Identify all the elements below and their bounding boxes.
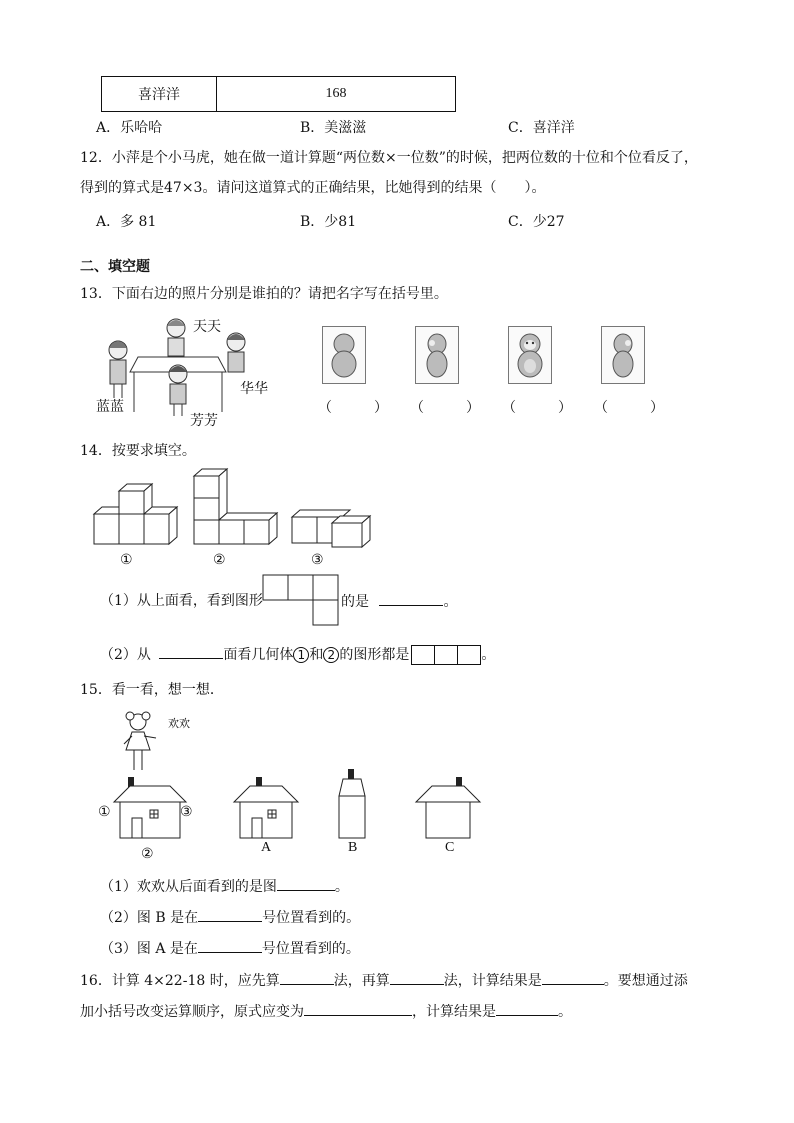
q16-text-7: 。 bbox=[558, 1004, 572, 1020]
q15-sub3-text: （3）图 A 是在 bbox=[100, 941, 198, 957]
q13-answer-blank-1[interactable]: （ ） bbox=[318, 400, 388, 416]
house-view-c bbox=[414, 774, 484, 840]
front-view-square-3 bbox=[457, 645, 481, 665]
q12-option-b[interactable]: B．少81 bbox=[300, 214, 357, 230]
q13-answer-blank-2[interactable]: （ ） bbox=[410, 400, 480, 416]
q16-text-1: 16．计算 4×22-18 时，应先算 bbox=[80, 973, 280, 989]
position-2: ② bbox=[141, 846, 154, 862]
house-view-b bbox=[334, 766, 374, 840]
circled-number-2: 2 bbox=[323, 647, 339, 663]
q16-text-4: 。要想通过添 bbox=[603, 973, 688, 989]
figure-label-1: ① bbox=[120, 552, 133, 568]
q11-option-b[interactable]: B．美滋滋 bbox=[300, 120, 367, 136]
q15-sub1 bbox=[100, 876, 349, 897]
name-fangfang: 芳芳 bbox=[190, 413, 218, 429]
q14-sub2-end: 。 bbox=[481, 647, 496, 663]
photo-front-view bbox=[508, 326, 552, 384]
position-3: ③ bbox=[180, 804, 193, 820]
girl-name-label: 欢欢 bbox=[168, 717, 190, 730]
figure-label-2: ② bbox=[213, 552, 226, 568]
house-view-a bbox=[232, 774, 302, 840]
q15-sub3 bbox=[100, 938, 360, 959]
table-cell-name: 喜洋洋 bbox=[102, 77, 217, 112]
q12-option-c[interactable]: C．少27 bbox=[508, 214, 565, 230]
q16-text-5: 加小括号改变运算顺序，原式应变为 bbox=[80, 1004, 304, 1020]
q14-sub1-answer-blank[interactable] bbox=[379, 591, 443, 606]
q14-sub1-rest bbox=[341, 591, 457, 612]
cube-figures bbox=[92, 462, 382, 548]
q12-line1: 12．小萍是个小马虎，她在做一道计算题“两位数×一位数”的时候，把两位数的十位和个位看反了， bbox=[80, 150, 698, 166]
house-label-a: A bbox=[261, 840, 272, 855]
top-view-shape bbox=[262, 574, 342, 626]
name-lanlan: 蓝蓝 bbox=[96, 399, 124, 415]
house-label-c: C bbox=[445, 840, 455, 855]
figure-label-3: ③ bbox=[311, 552, 324, 568]
q14-sub1 bbox=[100, 591, 263, 611]
q15-sub2-answer-blank[interactable] bbox=[198, 907, 262, 922]
house-main bbox=[110, 774, 190, 840]
q14-sub2-text-a: （2）从 bbox=[100, 647, 151, 663]
q15-sub3-end: 号位置看到的。 bbox=[261, 941, 360, 957]
q16-blank-4[interactable] bbox=[304, 1001, 412, 1016]
q15-sub2-text: （2）图 B 是在 bbox=[100, 910, 199, 926]
q14-sub2-text-b: 面看几何体 bbox=[223, 647, 294, 663]
q15-sub3-answer-blank[interactable] bbox=[198, 938, 262, 953]
q14-sub2 bbox=[100, 644, 495, 665]
table-cell-value: 168 bbox=[217, 77, 456, 112]
name-tiantian: 天天 bbox=[193, 319, 221, 335]
q15-sub1-answer-blank[interactable] bbox=[277, 876, 335, 891]
circled-number-1: 1 bbox=[293, 647, 309, 663]
q16-text-2: 法，再算 bbox=[333, 973, 390, 989]
q14-sub1-text-b: 的是 bbox=[341, 594, 369, 610]
photo-side-view-left bbox=[415, 326, 459, 384]
q15-sub1-end: 。 bbox=[334, 879, 349, 895]
q16-blank-5[interactable] bbox=[496, 1001, 558, 1016]
q15-sub2-end: 号位置看到的。 bbox=[262, 910, 361, 926]
front-view-square-2 bbox=[434, 645, 458, 665]
q13-answer-blank-4[interactable]: （ ） bbox=[594, 400, 664, 416]
q11-option-a[interactable]: A．乐哈哈 bbox=[96, 120, 163, 136]
q16-blank-2[interactable] bbox=[390, 970, 444, 985]
house-label-b: B bbox=[348, 840, 358, 855]
q14-sub2-and: 和 bbox=[309, 647, 324, 663]
q16-blank-3[interactable] bbox=[542, 970, 604, 985]
q15-text: 15．看一看，想一想． bbox=[80, 682, 224, 698]
q15-sub2 bbox=[100, 907, 360, 928]
q15-sub1-text: （1）欢欢从后面看到的是图 bbox=[100, 879, 277, 895]
q14-sub1-text: （1）从上面看，看到图形 bbox=[100, 593, 263, 609]
photo-back-view bbox=[322, 326, 366, 384]
q16-text-3: 法，计算结果是 bbox=[443, 973, 542, 989]
photo-side-view-right bbox=[601, 326, 645, 384]
girl-huanhuan-illustration bbox=[118, 710, 174, 774]
q11-option-c[interactable]: C．喜洋洋 bbox=[508, 120, 575, 136]
q13-text: 13．下面右边的照片分别是谁拍的？请把名字写在括号里。 bbox=[80, 286, 448, 302]
q14-sub2-answer-blank[interactable] bbox=[159, 644, 223, 659]
q14-text: 14．按要求填空。 bbox=[80, 443, 196, 459]
q13-answer-blank-3[interactable]: （ ） bbox=[502, 400, 572, 416]
name-huahua: 华华 bbox=[240, 381, 268, 397]
q16-line1 bbox=[80, 970, 688, 991]
q16-line2 bbox=[80, 1001, 572, 1022]
q14-sub2-text-d: 的图形都是 bbox=[339, 647, 410, 663]
section-title: 二、填空题 bbox=[80, 259, 150, 275]
front-view-square-1 bbox=[411, 645, 435, 665]
q16-text-6: ，计算结果是 bbox=[412, 1004, 496, 1020]
q16-blank-1[interactable] bbox=[280, 970, 334, 985]
q12-line2: 得到的算式是47×3。请问这道算式的正确结果，比她得到的结果（ ）。 bbox=[80, 180, 546, 196]
q14-sub1-end: 。 bbox=[443, 594, 458, 610]
q12-option-a[interactable]: A．多 81 bbox=[96, 214, 157, 230]
answer-table bbox=[101, 76, 456, 112]
position-1: ① bbox=[98, 804, 111, 820]
